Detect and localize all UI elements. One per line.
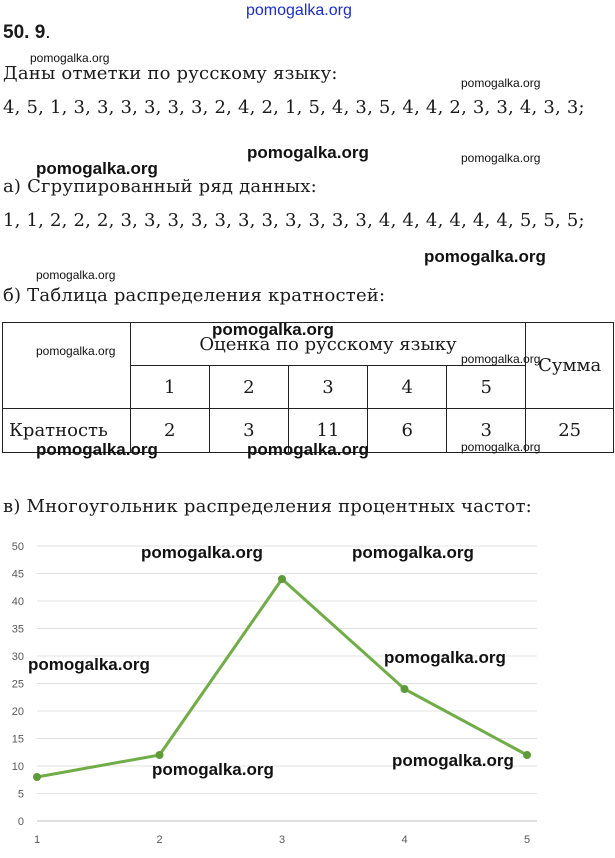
grade-5-header: 5 (447, 366, 526, 409)
watermark: pomogalka.org (36, 159, 158, 178)
count-grade-3: 11 (288, 409, 367, 453)
watermark: pomogalka.org (36, 344, 116, 358)
watermark: pomogalka.org (424, 247, 546, 266)
count-grade-4: 6 (368, 409, 447, 453)
count-grade-5: 3 (447, 409, 526, 453)
grade-4-header: 4 (368, 366, 447, 409)
problem-number-period: . (45, 22, 51, 43)
site-watermark-top[interactable]: pomogalka.org (246, 2, 352, 19)
watermark: pomogalka.org (461, 440, 541, 454)
table-sum-header: Сумма (526, 323, 614, 409)
series-line (37, 579, 527, 777)
y-tick-label: 0 (17, 816, 24, 828)
chart-x-tick-labels (34, 834, 530, 846)
count-grade-2: 3 (209, 409, 288, 453)
watermark: pomogalka.org (392, 751, 514, 770)
frequency-polygon-chart (0, 530, 615, 858)
watermark: pomogalka.org (212, 320, 334, 339)
grouped-list: 1, 1, 2, 2, 2, 3, 3, 3, 3, 3, 3, 3, 3, 3, 3, 3, 4, 4, 4, 4, 4, 4, 5, 5, 5; (3, 210, 585, 231)
row-label-kratnost: Кратность (3, 409, 131, 453)
watermark: pomogalka.org (461, 352, 541, 366)
y-tick-label: 10 (11, 761, 24, 773)
count-grade-1: 2 (130, 409, 209, 453)
watermark: pomogalka.org (36, 268, 116, 282)
y-tick-label: 30 (11, 651, 24, 663)
part-a-label: а) Сгрупированный ряд данных: (3, 176, 317, 197)
table-corner-cell (3, 323, 131, 409)
watermark: pomogalka.org (30, 51, 110, 65)
x-tick-label: 2 (156, 834, 163, 846)
y-tick-label: 25 (11, 678, 24, 691)
count-total: 25 (526, 409, 614, 453)
y-tick-label: 45 (11, 568, 24, 581)
data-point (278, 575, 286, 583)
y-tick-label: 35 (11, 623, 24, 636)
watermark: pomogalka.org (352, 543, 474, 562)
data-point (523, 751, 531, 759)
y-tick-label: 20 (11, 706, 24, 718)
grade-1-header: 1 (130, 366, 209, 409)
part-b-label: б) Таблица распределения кратностей: (3, 285, 386, 306)
x-tick-label: 5 (523, 834, 531, 846)
y-tick-label: 5 (17, 788, 24, 801)
watermark: pomogalka.org (141, 543, 263, 562)
watermark: pomogalka.org (461, 76, 541, 90)
watermark: pomogalka.org (36, 440, 158, 459)
watermark: pomogalka.org (152, 760, 274, 779)
x-tick-label: 4 (401, 834, 408, 846)
intro-text: Даны отметки по русскому языку: (3, 63, 338, 84)
problem-number (3, 22, 51, 44)
x-tick-label: 1 (33, 834, 41, 846)
watermark: pomogalka.org (28, 655, 150, 674)
part-c-label: в) Многоугольник распределения процентных частот: (3, 496, 532, 517)
watermark: pomogalka.org (461, 151, 541, 165)
x-tick-label: 3 (278, 834, 286, 846)
grade-2-header: 2 (209, 366, 288, 409)
watermark: pomogalka.org (247, 143, 369, 162)
y-tick-label: 50 (11, 541, 24, 553)
watermark: pomogalka.org (247, 440, 369, 459)
chart-y-tick-labels (12, 541, 24, 828)
y-tick-label: 15 (11, 733, 24, 746)
grade-3-header: 3 (288, 366, 367, 409)
table-group-header: Оценка по русскому языку (130, 323, 526, 366)
y-tick-label: 40 (11, 596, 24, 608)
problem-number-value: 50. 9 (3, 22, 46, 43)
data-point (33, 773, 41, 781)
data-point (156, 751, 164, 759)
chart-gridlines (37, 546, 537, 821)
watermark: pomogalka.org (384, 648, 506, 667)
marks-list: 4, 5, 1, 3, 3, 3, 3, 3, 3, 2, 4, 2, 1, 5, 4, 3, 5, 4, 4, 2, 3, 3, 4, 3, 3; (3, 97, 585, 118)
data-point (401, 685, 409, 693)
distribution-table (2, 322, 614, 453)
